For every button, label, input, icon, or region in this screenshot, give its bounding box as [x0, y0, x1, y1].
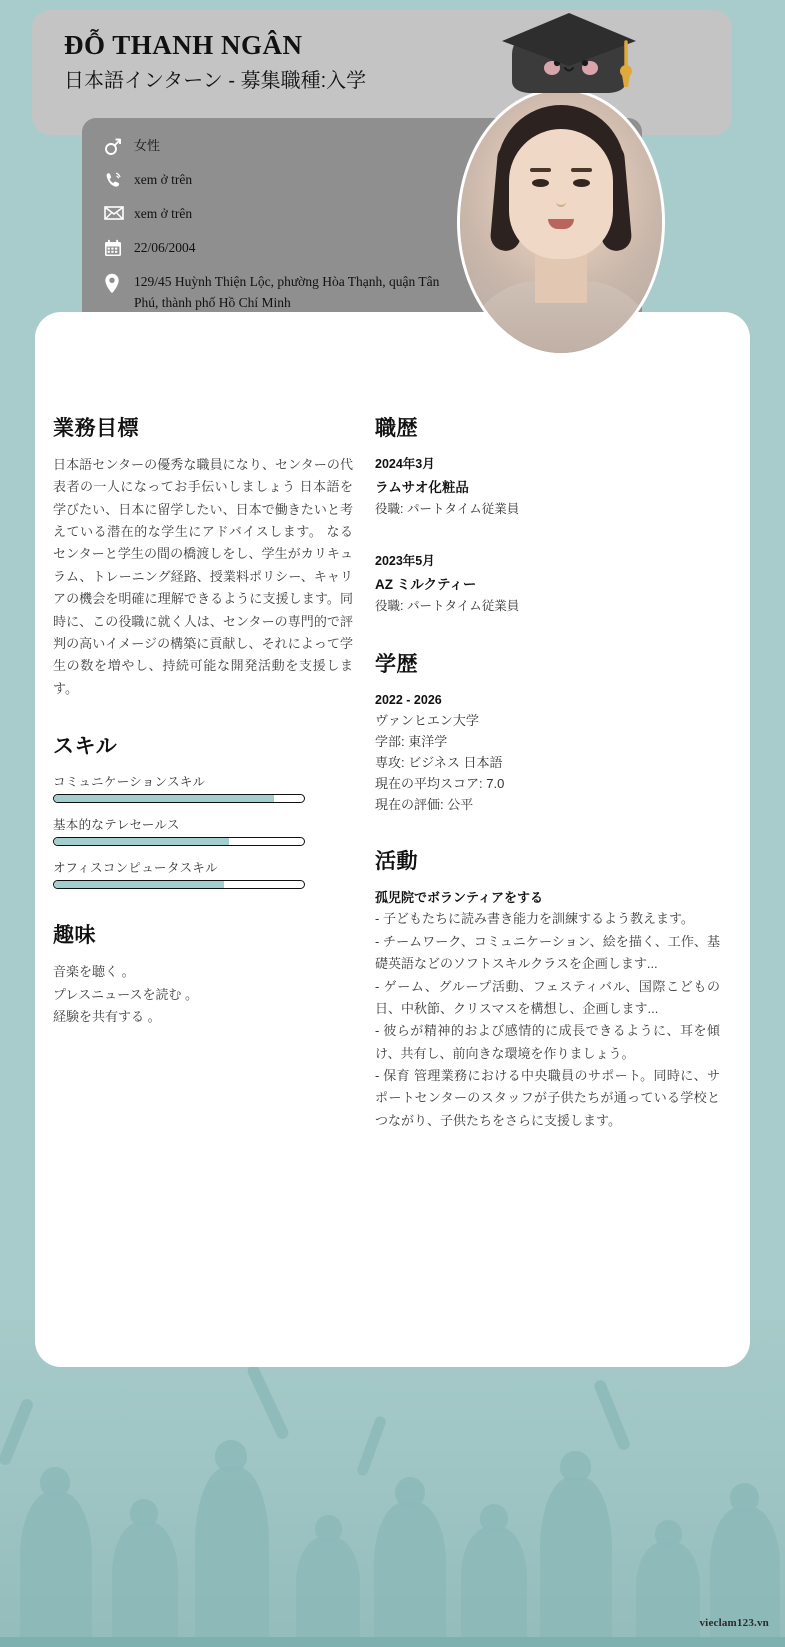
education-faculty: 学部: 東洋学: [375, 734, 448, 750]
graduation-cap-icon: [494, 5, 644, 115]
experience-company: AZ ミルクティー: [375, 577, 477, 592]
objective-section: [53, 412, 353, 700]
footer-strip: [0, 1637, 785, 1647]
activities-heading: 活動: [375, 850, 418, 874]
skills-section: [53, 730, 353, 889]
skill-label: コミュニケーションスキル: [53, 774, 206, 789]
education-gpa: 現在の平均スコア: 7.0: [375, 776, 505, 792]
skill-bar: [53, 794, 305, 803]
experience-role: 役職: パートタイム従業員: [375, 599, 520, 613]
left-column: [53, 412, 353, 1059]
skill-item: [53, 858, 353, 889]
hobby-line: 経験を共有する 。: [53, 1009, 161, 1025]
education-major: 専攻: ビジネス 日本語: [375, 755, 503, 771]
experience-item: [375, 551, 720, 614]
phone-icon: [104, 170, 134, 190]
skill-bar-fill: [54, 881, 224, 888]
education-section: [375, 648, 720, 815]
contact-birthdate-value: 22/06/2004: [134, 240, 196, 255]
skill-bar: [53, 880, 305, 889]
background-graduates: [0, 1320, 785, 1647]
activities-title: 孤児院でボランティアをする: [375, 890, 543, 906]
hobby-line: プレスニュースを読む 。: [53, 986, 199, 1002]
calendar-icon: [104, 238, 134, 257]
page-title: ĐỖ THANH NGÂN: [64, 30, 303, 60]
avatar: [457, 88, 665, 356]
skill-item: [53, 772, 353, 803]
skill-label: オフィスコンピュータスキル: [53, 860, 218, 875]
experience-item: [375, 454, 720, 517]
education-rank: 現在の評価: 公平: [375, 797, 474, 813]
job-subtitle: 日本語インターン - 募集職種:入学: [64, 70, 367, 92]
activities-body: - 子どもたちに読み書き能力を訓練するよう教えます。 - チームワーク、コミュニケーション、絵を描く、工作、基礎英語などのソフトスキルクラスを企画します... - ゲーム、グループ活動、フェスティバル、国際こどもの日、中秋節、クリスマスを構想し、企画します... - 彼らが精神的および感情的に成長できるように、耳を傾け、共有し、前向きな環境を作りましょう。 - 保育 管理業務における中央職員のサポート。同時に、サポートセンターのスタッフが子供たちが通っている学校とつながり、子供たちをさらに支援します。: [375, 911, 720, 1128]
skill-item: [53, 815, 353, 846]
experience-date: 2023年5月: [375, 554, 435, 568]
skill-bar-fill: [54, 838, 229, 845]
experience-heading: 職歴: [375, 417, 418, 440]
contact-gender-value: 女性: [134, 138, 161, 153]
location-icon: [104, 272, 134, 294]
contact-address-value: 129/45 Huỳnh Thiện Lộc, phường Hòa Thạnh, quận Tân Phú, thành phố Hồ Chí Minh: [134, 274, 440, 310]
watermark: vieclam123.vn: [699, 1617, 769, 1629]
activities-section: [375, 845, 720, 1132]
skill-bar-fill: [54, 795, 274, 802]
hobby-heading: 趣味: [53, 923, 96, 947]
objective-text: 日本語センターの優秀な職員になり、センターの代表者の一人になってお手伝いしましょう 日本語を学びたい、日本に留学したい、日本で働きたいと考えている潜在的な学生にアドバイスします。 なる センターと学生の間の橋渡しをし、学生がカリキュラム、トレーニング経路、授業料ポリシー、キャリアの機会を明確に理解できるように支援します。同時に、この役職に就く人は、センターの専門的で評判の高いイメージの構築に貢献し、それによって学生の数を増やし、持続可能な開発活動を支援します。: [53, 457, 353, 696]
contact-email-value: xem ở trên: [134, 206, 193, 221]
education-heading: 学歴: [375, 653, 418, 676]
content-card: [35, 312, 750, 1367]
education-years: 2022 - 2026: [375, 693, 442, 707]
gender-icon: [104, 136, 134, 157]
skill-bar: [53, 837, 305, 846]
experience-company: ラムサオ化粧品: [375, 480, 469, 495]
experience-date: 2024年3月: [375, 457, 435, 471]
skill-label: 基本的なテレセールス: [53, 817, 180, 832]
experience-section: [375, 412, 720, 614]
contact-phone-value: xem ở trên: [134, 172, 193, 187]
right-column: [375, 412, 720, 1162]
objective-heading: 業務目標: [53, 417, 139, 440]
education-school: ヴァンヒエン大学: [375, 713, 479, 729]
experience-role: 役職: パートタイム従業員: [375, 502, 520, 516]
hobby-line: 音楽を聴く 。: [53, 963, 135, 979]
skills-heading: スキル: [53, 734, 118, 758]
email-icon: [104, 204, 134, 221]
hobby-section: [53, 919, 353, 1029]
